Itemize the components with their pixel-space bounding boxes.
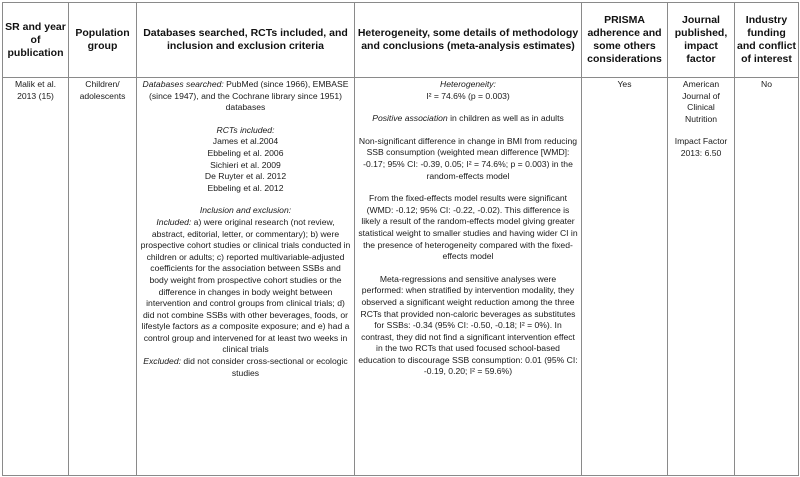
heterogeneity-value: I² = 74.6% (p = 0.003) bbox=[426, 90, 510, 101]
table-row bbox=[3, 78, 799, 476]
databases-label: Databases searched: bbox=[142, 79, 224, 89]
rcts-label: RCTs included: bbox=[216, 124, 275, 135]
inclusion-exclusion-label: Inclusion and exclusion: bbox=[199, 205, 292, 216]
cell-sr bbox=[3, 78, 69, 476]
included-end: composite exposure; and e) had a control group and intervened for at least two weeks in clinical trials bbox=[143, 321, 350, 355]
fixed-effects-paragraph: From the fixed-effects model results were significant (WMD: -0.12; 95% CI: -0.22, -0.02). This difference is likely a result of the random-effects model giving greater statistical weight to smaller studies and having wider CI in the presence of heterogeneity compared with the fixed-effects model bbox=[358, 193, 578, 262]
included-criteria bbox=[140, 217, 351, 356]
databases-searched bbox=[140, 79, 351, 114]
population-text: Children/ adolescents bbox=[79, 79, 126, 101]
databases-text: PubMed (since 1966), EMBASE (since 1947), and the Cochrane library since 1951) databases bbox=[149, 79, 349, 113]
rct-item: James et al.2004 bbox=[212, 136, 279, 147]
meta-regression-paragraph: Meta-regressions and sensitive analyses were performed: when stratified by intervention modality, they observed a significant weight reduction among the three RCTs that provided non-caloric beverages as substitutes for SSBs: -0.34 (95% CI: -0.50, -0.18; I² = 0%). In contrast, they did not find a significant intervention effect in the two RCTs that used focused school-based education to discourage SSB consumption: 0.01 (95% CI: -0.19, 0.20; I² = 59.6%) bbox=[358, 273, 578, 377]
industry-value: No bbox=[761, 79, 772, 89]
header-heterogeneity: Heterogeneity, some details of methodology and conclusions (meta-analysis estimates) bbox=[355, 3, 582, 78]
header-databases: Databases searched, RCTs included, and inclusion and exclusion criteria bbox=[137, 3, 355, 78]
header-industry: Industry funding and conflict of interest bbox=[735, 3, 799, 78]
excluded-text: did not consider cross-sectional or ecologic studies bbox=[181, 356, 348, 378]
cell-prisma bbox=[582, 78, 668, 476]
prisma-value: Yes bbox=[617, 79, 632, 89]
heterogeneity-label: Heterogeneity: bbox=[440, 79, 496, 89]
cell-heterogeneity bbox=[355, 78, 582, 476]
header-population: Population group bbox=[69, 3, 137, 78]
positive-association-text: in children as well as in adults bbox=[447, 113, 564, 124]
positive-association bbox=[358, 113, 578, 125]
included-text: a) were original research (not review, abstract, editorial, letter, or commentary); b) were prospective cohort studies or clinical trials conducted in children or adults; c) reported multivariable-adjusted coefficients for the association between SSBs and body weight from prospective cohort studies or the difference in changes in body weight between intervention and control groups from clinical trials; d) did not combine SSBs with other beverages, foods, or lifestyle factors bbox=[140, 216, 351, 332]
rct-item: Sichieri et al. 2009 bbox=[210, 159, 281, 170]
header-row bbox=[3, 3, 799, 78]
sr-text: Malik et al. 2013 (15) bbox=[14, 79, 57, 101]
rct-item: De Ruyter et al. 2012 bbox=[204, 171, 287, 182]
header-journal: Journal published, impact factor bbox=[668, 3, 735, 78]
header-prisma: PRISMA adherence and some others considerations bbox=[582, 3, 668, 78]
impact-factor: Impact Factor 2013: 6.50 bbox=[674, 136, 728, 158]
positive-association-label: Positive association bbox=[372, 113, 448, 124]
included-label: Included: bbox=[156, 216, 192, 227]
included-italic: as a bbox=[200, 321, 218, 332]
cell-databases bbox=[137, 78, 355, 476]
rct-item: Ebbeling et al. 2012 bbox=[207, 182, 284, 193]
cell-population bbox=[69, 78, 137, 476]
random-effects-paragraph: Non-significant difference in change in BMI from reducing SSB consumption (weighted mean difference [WMD]: -0.17; 95% CI: -0.39, 0.05; I² = 74.6%; p = 0.003) in the random-effects model bbox=[358, 135, 578, 181]
journal-name: American Journal of Clinical Nutrition bbox=[682, 79, 720, 124]
review-table bbox=[2, 2, 799, 476]
cell-industry bbox=[735, 78, 799, 476]
excluded-criteria bbox=[140, 356, 351, 379]
rct-item: Ebbeling et al. 2006 bbox=[207, 147, 284, 158]
cell-journal bbox=[668, 78, 735, 476]
header-sr-year: SR and year of publication bbox=[3, 3, 69, 78]
excluded-label: Excluded: bbox=[143, 356, 182, 367]
